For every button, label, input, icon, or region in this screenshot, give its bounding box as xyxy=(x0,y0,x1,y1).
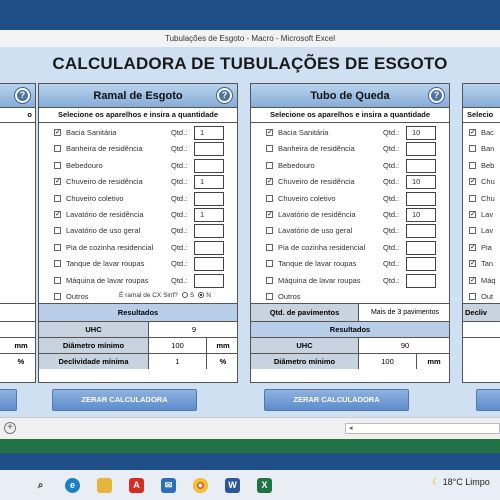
left-panel-instructions: o xyxy=(0,108,35,123)
tubo-results-header: Resultados xyxy=(251,321,449,337)
checkbox-outros[interactable] xyxy=(266,293,273,300)
left-partial-panel xyxy=(0,83,36,383)
excel-icon[interactable]: X xyxy=(257,478,272,493)
list-item: Chu xyxy=(463,191,500,207)
left-reset-button[interactable] xyxy=(0,389,17,411)
help-icon[interactable]: ? xyxy=(429,88,444,103)
list-item: Banheira de residência Qtd.: xyxy=(251,141,449,157)
list-item: ✓ Lavatório de residência Qtd.: 10 xyxy=(251,207,449,223)
right-panel-header xyxy=(463,84,500,108)
tubo-instructions: Selecione os aparelhos e insira a quantidade xyxy=(251,108,449,123)
checkbox-bebedouro[interactable] xyxy=(54,162,61,169)
scroll-left-icon[interactable]: ◂ xyxy=(349,425,353,432)
ramal-uhc-row: UHC 9 xyxy=(39,321,237,337)
qty-input[interactable]: 1 xyxy=(194,126,224,140)
qty-input[interactable] xyxy=(406,274,436,288)
list-item: Tanque de lavar roupas Qtd.: xyxy=(39,256,237,272)
checkbox-bacia[interactable]: ✓ xyxy=(267,129,273,136)
right-reset-button[interactable] xyxy=(476,389,500,411)
help-icon[interactable]: ? xyxy=(217,88,232,103)
help-icon[interactable]: ? xyxy=(15,88,30,103)
right-results-fragment: Decliv xyxy=(463,304,500,321)
horizontal-scrollbar[interactable] xyxy=(345,423,500,434)
list-item: Chuveiro coletivo Qtd.: xyxy=(39,191,237,207)
checkbox-banheira[interactable] xyxy=(266,145,273,152)
weather-widget[interactable]: ☾ 18°C Limpo xyxy=(432,477,490,487)
ramal-cx-sinf: É ramal de CX Sinf? S N xyxy=(119,291,211,299)
list-item: ✓ Lavatório de residência Qtd.: 1 xyxy=(39,207,237,223)
list-item: Bebedouro Qtd.: xyxy=(39,158,237,174)
taskbar xyxy=(0,470,500,500)
qty-input[interactable] xyxy=(194,274,224,288)
list-item: Lav xyxy=(463,223,500,239)
left-decl-unit: % xyxy=(17,357,25,366)
list-item: ✓ Lav xyxy=(470,209,494,219)
radio-n[interactable] xyxy=(198,292,204,298)
checkbox-banheira[interactable] xyxy=(54,145,61,152)
qty-input[interactable] xyxy=(194,159,224,173)
search-icon[interactable]: ⌕ xyxy=(37,480,44,491)
ramal-items xyxy=(39,123,237,303)
checkbox-tanque[interactable] xyxy=(266,260,273,267)
checkbox-chuveiro-res[interactable]: ✓ xyxy=(267,178,273,186)
checkbox-lavatorio-geral[interactable] xyxy=(54,227,61,234)
checkbox-lavatorio-res[interactable]: ✓ xyxy=(55,210,61,218)
list-item: Pia de cozinha residencial Qtd.: xyxy=(251,240,449,256)
tubo-pavimentos-row: Qtd. de pavimentos Mais de 3 pavimentos xyxy=(251,303,449,321)
ramal-decl-value: 1 xyxy=(149,354,207,369)
qty-input[interactable]: 10 xyxy=(406,175,436,189)
list-item: Banheira de residência Qtd.: xyxy=(39,141,237,157)
qty-input[interactable] xyxy=(406,224,436,238)
edge-icon[interactable]: e xyxy=(65,478,80,493)
add-sheet-icon[interactable]: + xyxy=(4,422,16,434)
ramal-title: Ramal de Esgoto xyxy=(93,90,183,102)
list-item: Pia de cozinha residencial Qtd.: xyxy=(39,240,237,256)
right-partial-panel xyxy=(462,83,500,383)
list-item: Máquina de lavar roupas Qtd.: xyxy=(39,273,237,289)
list-item: ✓ Tan xyxy=(470,259,494,269)
ramal-reset-button[interactable]: ZERAR CALCULADORA xyxy=(52,389,197,411)
tubo-diam-row: Diâmetro mínimo 100 mm xyxy=(251,353,449,369)
checkbox-maquina[interactable] xyxy=(54,277,61,284)
tubo-uhc-value: 90 xyxy=(400,341,410,350)
checkbox-lavatorio-res[interactable]: ✓ xyxy=(267,210,273,218)
qty-input[interactable] xyxy=(194,224,224,238)
checkbox-bacia[interactable]: ✓ xyxy=(55,129,61,136)
acrobat-icon[interactable]: A xyxy=(129,478,144,493)
list-item: Outros xyxy=(251,289,449,305)
list-item: ✓ Chu xyxy=(470,177,495,187)
list-item: Beb xyxy=(463,158,500,174)
ramal-diam-row: Diâmetro mínimo 100 mm xyxy=(39,337,237,353)
checkbox-chuveiro-res[interactable]: ✓ xyxy=(55,178,61,186)
sheet-tabs-bar xyxy=(0,417,500,439)
tubo-diam-value: 100 xyxy=(359,354,417,369)
weather-icon: ☾ xyxy=(432,477,441,487)
checkbox-chuveiro-col[interactable] xyxy=(54,195,61,202)
list-item: ✓ Bacia Sanitária Qtd.: 10 xyxy=(251,125,449,141)
tubo-panel-header xyxy=(251,84,449,108)
list-item: Lavatório de uso geral Qtd.: xyxy=(39,223,237,239)
ramal-results-header: Resultados xyxy=(39,303,237,321)
checkbox-pia[interactable] xyxy=(266,244,273,251)
list-item: Outros É ramal de CX Sinf? S N xyxy=(39,289,237,305)
qty-input[interactable] xyxy=(406,241,436,255)
ramal-diam-value: 100 xyxy=(149,338,207,353)
checkbox-maquina[interactable] xyxy=(266,277,273,284)
qty-input[interactable] xyxy=(406,257,436,271)
ramal-panel xyxy=(38,83,238,383)
left-diam-unit: mm xyxy=(14,341,28,350)
checkbox-outros[interactable] xyxy=(54,293,61,300)
qty-input[interactable] xyxy=(406,159,436,173)
status-bar xyxy=(0,439,500,453)
chrome-icon[interactable]: ● xyxy=(193,478,208,493)
qty-input[interactable]: 1 xyxy=(194,175,224,189)
ramal-uhc-value: 9 xyxy=(191,325,197,334)
list-item: Lavatório de uso geral Qtd.: xyxy=(251,223,449,239)
list-item: Máquina de lavar roupas Qtd.: xyxy=(251,273,449,289)
qty-input[interactable]: 10 xyxy=(406,126,436,140)
right-panel-instructions: Selecio xyxy=(463,108,500,123)
checkbox-chuveiro-col[interactable] xyxy=(266,195,273,202)
tubo-title: Tubo de Queda xyxy=(310,90,390,102)
tubo-items xyxy=(251,123,449,303)
ramal-instructions: Selecione os aparelhos e insira a quantidade xyxy=(39,108,237,123)
qty-input[interactable]: 10 xyxy=(406,208,436,222)
tubo-uhc-row: UHC 90 xyxy=(251,337,449,353)
radio-s[interactable] xyxy=(182,292,188,298)
list-item: ✓ Pia xyxy=(470,242,492,252)
list-item: Tanque de lavar roupas Qtd.: xyxy=(251,256,449,272)
qty-input[interactable] xyxy=(194,257,224,271)
list-item: ✓ Chuveiro de residência Qtd.: 10 xyxy=(251,174,449,190)
list-item: ✓ Chuveiro de residência Qtd.: 1 xyxy=(39,174,237,190)
ramal-panel-header xyxy=(39,84,237,108)
qty-input[interactable] xyxy=(406,192,436,206)
list-item: Chuveiro coletivo Qtd.: xyxy=(251,191,449,207)
qty-input[interactable] xyxy=(406,142,436,156)
checkbox-pia[interactable] xyxy=(54,244,61,251)
checkbox-bebedouro[interactable] xyxy=(266,162,273,169)
list-item: ✓ Máq xyxy=(470,275,496,285)
pavimentos-select[interactable]: Mais de 3 pavimentos xyxy=(370,309,440,316)
folder-icon[interactable] xyxy=(97,478,112,493)
qty-input[interactable]: 1 xyxy=(194,208,224,222)
sheet-area xyxy=(0,47,500,417)
tubo-panel xyxy=(250,83,450,383)
page-title: CALCULADORA DE TUBULAÇÕES DE ESGOTO xyxy=(52,54,448,73)
list-item: Out xyxy=(463,289,500,305)
list-item: Ban xyxy=(463,141,500,157)
ramal-decl-row: Declividade mínima 1 % xyxy=(39,353,237,369)
tubo-reset-button[interactable]: ZERAR CALCULADORA xyxy=(264,389,409,411)
mail-icon[interactable]: ✉ xyxy=(161,478,176,493)
checkbox-tanque[interactable] xyxy=(54,260,61,267)
list-item: ✓ Bac xyxy=(470,128,494,137)
qty-input[interactable] xyxy=(194,142,224,156)
window-title: Tubulações de Esgoto - Macro - Microsoft Excel xyxy=(0,30,500,47)
list-item: ✓ Bacia Sanitária Qtd.: 1 xyxy=(39,125,237,141)
left-panel-header xyxy=(0,84,35,108)
word-icon[interactable]: W xyxy=(225,478,240,493)
list-item: Bebedouro Qtd.: xyxy=(251,158,449,174)
checkbox-lavatorio-geral[interactable] xyxy=(266,227,273,234)
qty-input[interactable] xyxy=(194,241,224,255)
right-items xyxy=(463,123,500,303)
qty-input[interactable] xyxy=(194,192,224,206)
